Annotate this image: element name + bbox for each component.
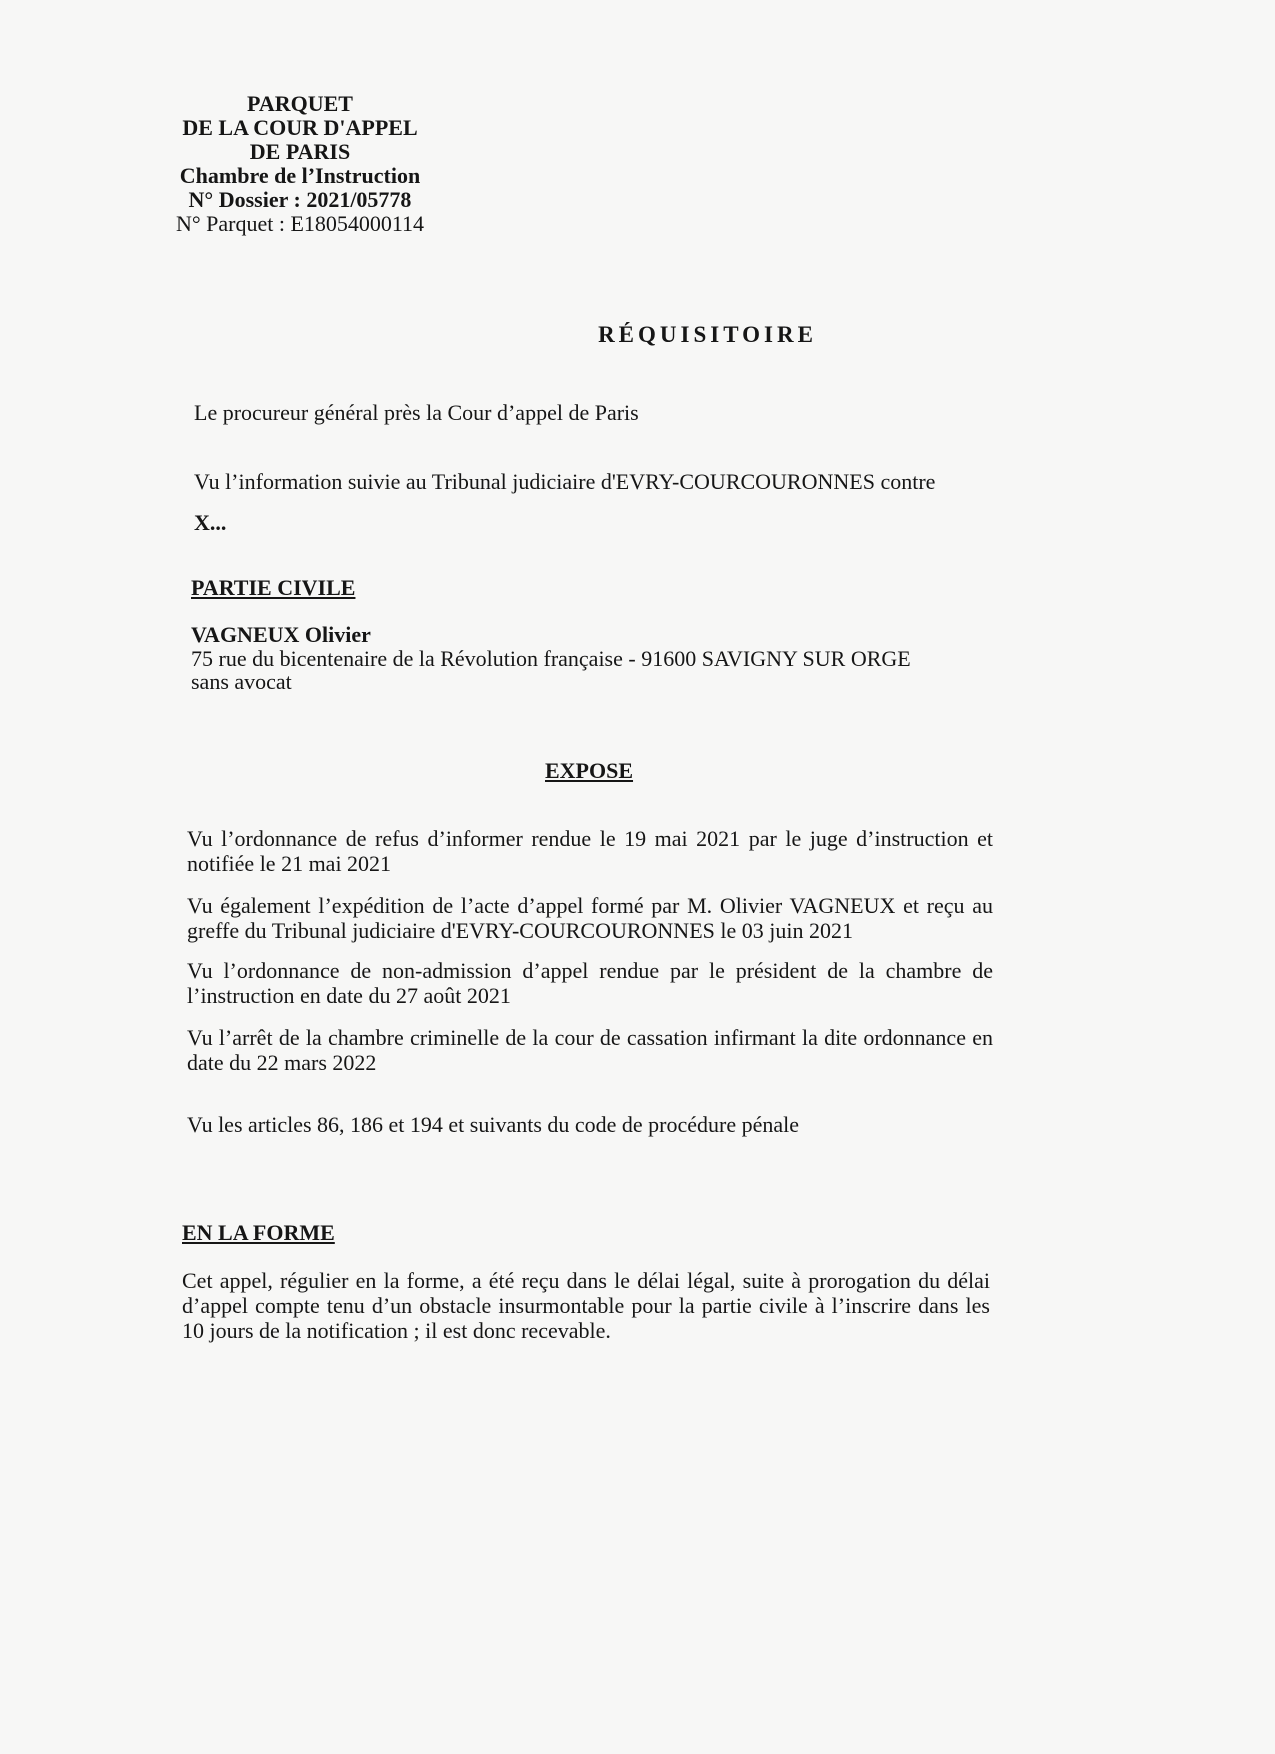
intro-line: Le procureur général près la Cour d’appel de Paris bbox=[194, 400, 639, 425]
expose-paragraph: Vu l’ordonnance de refus d’informer rendue le 19 mai 2021 par le juge d’instruction et notifiée le 21 mai 2021 bbox=[187, 826, 993, 876]
header-chambre: Chambre de l’Instruction bbox=[179, 163, 421, 188]
defendant: X... bbox=[194, 510, 227, 535]
expose-paragraph: Vu l’arrêt de la chambre criminelle de la cour de cassation infirmant la dite ordonnance en date du 22 mars 2022 bbox=[187, 1025, 993, 1075]
partie-civile-heading: PARTIE CIVILE bbox=[191, 575, 356, 600]
expose-heading: EXPOSE bbox=[545, 758, 634, 783]
header-line-cour: DE LA COUR D'APPEL bbox=[182, 115, 418, 140]
header-parquet-number: N° Parquet : E18054000114 bbox=[175, 211, 425, 236]
information-line: Vu l’information suivie au Tribunal judiciaire d'EVRY-COURCOURONNES contre bbox=[194, 469, 936, 494]
document-title: RÉQUISITOIRE bbox=[598, 322, 817, 347]
partie-civile-address: 75 rue du bicentenaire de la Révolution française - 91600 SAVIGNY SUR ORGE bbox=[191, 646, 911, 671]
header-dossier-number: N° Dossier : 2021/05778 bbox=[188, 187, 412, 212]
en-la-forme-paragraph: Cet appel, régulier en la forme, a été reçu dans le délai légal, suite à prorogation du délai d’appel compte tenu d’un obstacle insurmontable pour la partie civile à l’inscrire dans les 10 jours de la notification ; il est donc recevable. bbox=[182, 1268, 990, 1343]
partie-civile-lawyer: sans avocat bbox=[191, 669, 292, 694]
document-header bbox=[150, 92, 450, 236]
header-line-parquet: PARQUET bbox=[247, 91, 353, 116]
expose-paragraph: Vu également l’expédition de l’acte d’appel formé par M. Olivier VAGNEUX et reçu au greffe du Tribunal judiciaire d'EVRY-COURCOURONNES le 03 juin 2021 bbox=[187, 893, 993, 943]
expose-paragraph: Vu l’ordonnance de non-admission d’appel rendue par le président de la chambre de l’instruction en date du 27 août 2021 bbox=[187, 958, 993, 1008]
partie-civile-name: VAGNEUX Olivier bbox=[191, 622, 371, 647]
en-la-forme-heading: EN LA FORME bbox=[182, 1220, 335, 1245]
header-line-paris: DE PARIS bbox=[249, 139, 351, 164]
expose-paragraph: Vu les articles 86, 186 et 194 et suivants du code de procédure pénale bbox=[187, 1112, 800, 1137]
